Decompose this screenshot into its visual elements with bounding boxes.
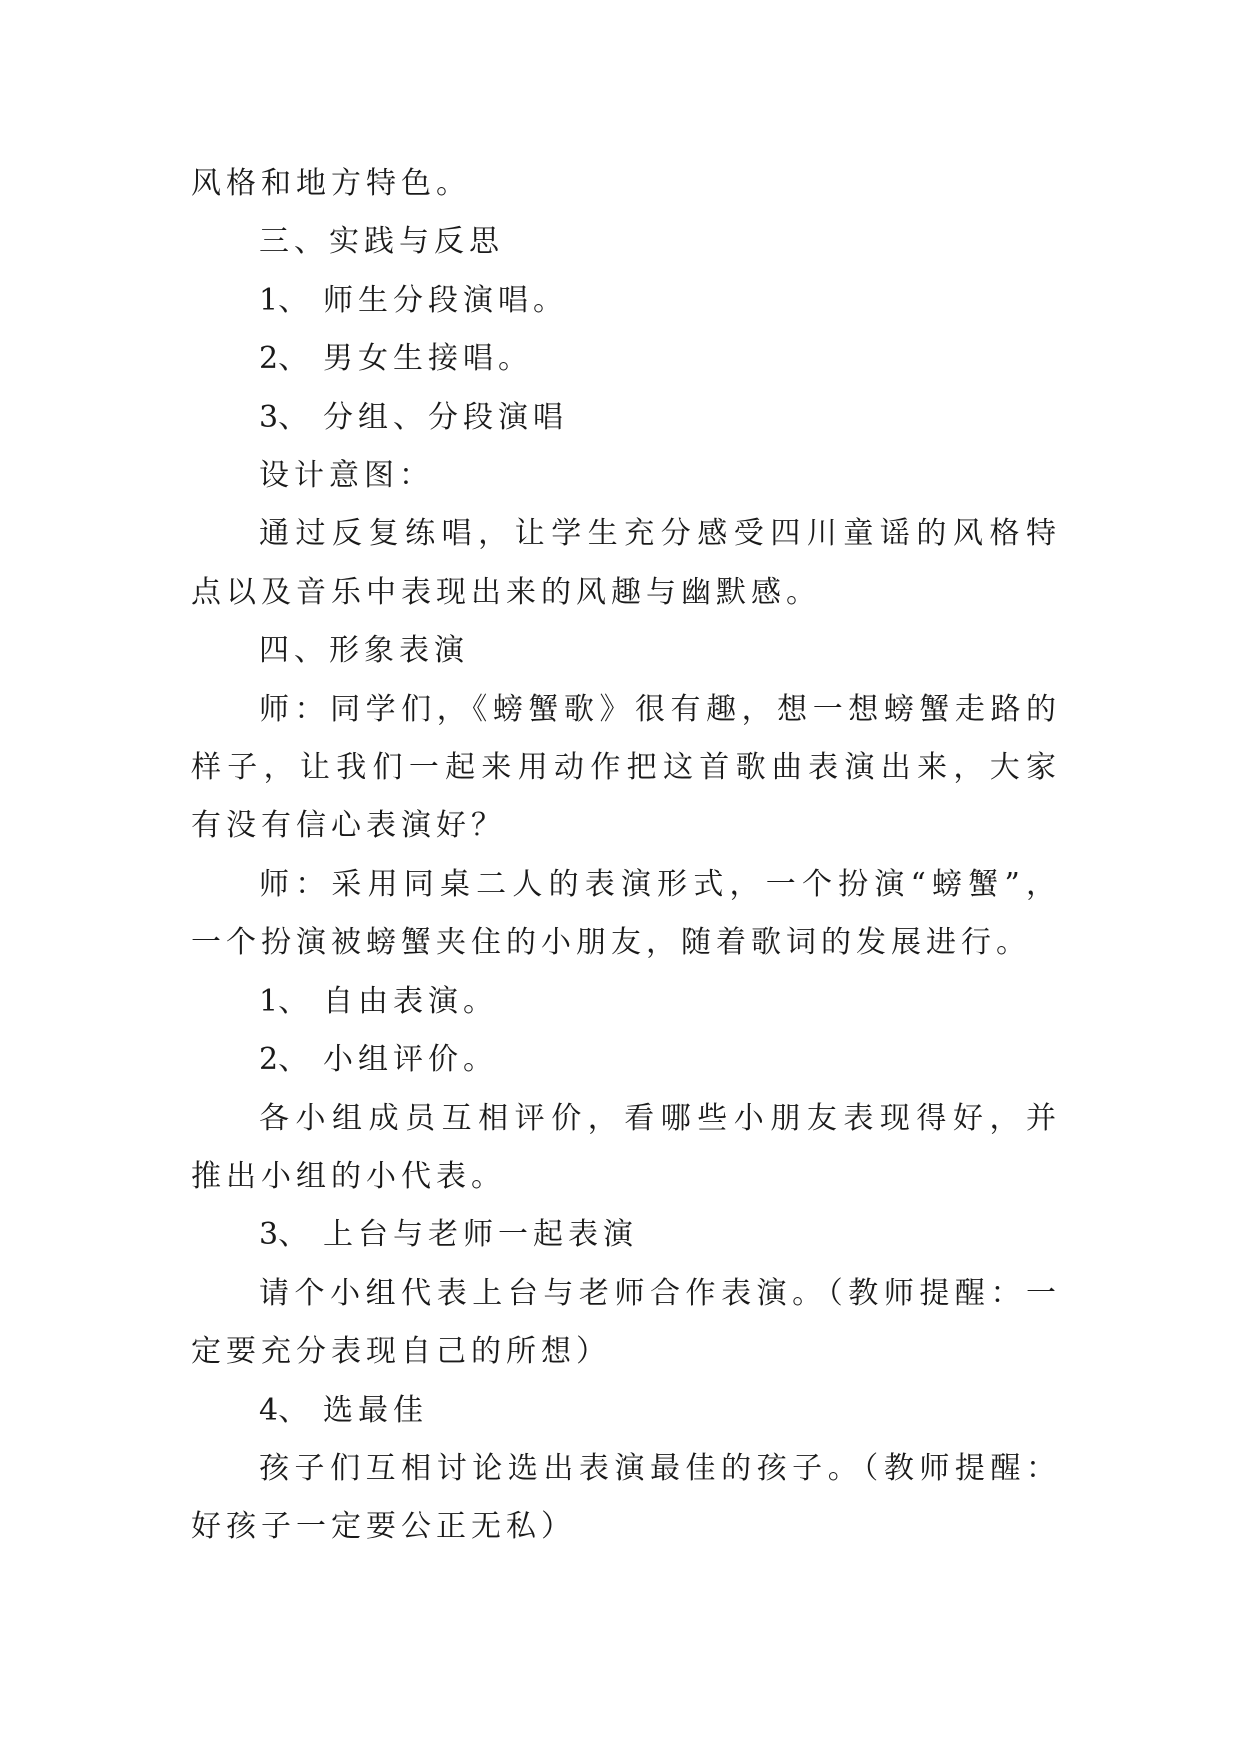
list-item-number: 2、	[259, 341, 309, 377]
paragraph: 师：同学们，《螃蟹歌》很有趣，想一想螃蟹走路的样子，让我们一起来用动作把这首歌曲表演出来，大家有没有信心表演好？	[191, 691, 1061, 844]
list-item	[191, 272, 1061, 330]
list-item	[191, 330, 1061, 388]
list-item-text: 分组、分段演唱	[323, 399, 568, 435]
paragraph: 请个小组代表上台与老师合作表演。（教师提醒：一定要充分表现自己的所想）	[191, 1275, 1061, 1370]
list-item	[191, 1382, 1061, 1440]
list-item-text: 自由表演。	[323, 983, 498, 1019]
list-item-text: 上台与老师一起表演	[323, 1217, 638, 1253]
paragraph: 设计意图：	[259, 458, 434, 494]
list-item-text: 选最佳	[323, 1392, 428, 1428]
paragraph: 通过反复练唱，让学生充分感受四川童谣的风格特点以及音乐中表现出来的风趣与幽默感。	[191, 516, 1061, 610]
list-item	[191, 1031, 1061, 1089]
document-body	[191, 155, 1061, 1557]
section-heading: 四、形象表演	[259, 633, 469, 669]
list-item-number: 1、	[259, 282, 309, 318]
list-item	[191, 973, 1061, 1031]
paragraph: 孩子们互相讨论选出表演最佳的孩子。（教师提醒：好孩子一定要公正无私）	[191, 1450, 1061, 1545]
list-item-number: 4、	[259, 1392, 309, 1428]
list-item	[191, 1206, 1061, 1264]
paragraph: 师：采用同桌二人的表演形式，一个扮演“螃蟹”，一个扮演被螃蟹夹住的小朋友，随着歌词的发展进行。	[191, 866, 1061, 961]
list-item-text: 小组评价。	[323, 1042, 498, 1078]
list-item-text: 师生分段演唱。	[323, 282, 568, 318]
list-item-number: 2、	[259, 1042, 309, 1078]
paragraph: 风格和地方特色。	[191, 166, 471, 201]
list-item-number: 3、	[259, 399, 309, 435]
paragraph: 各小组成员互相评价，看哪些小朋友表现得好，并推出小组的小代表。	[191, 1100, 1061, 1194]
list-item-number: 1、	[259, 983, 309, 1019]
list-item-number: 3、	[259, 1217, 309, 1253]
list-item	[191, 389, 1061, 447]
list-item-text: 男女生接唱。	[323, 341, 533, 377]
section-heading: 三、实践与反思	[259, 224, 504, 260]
